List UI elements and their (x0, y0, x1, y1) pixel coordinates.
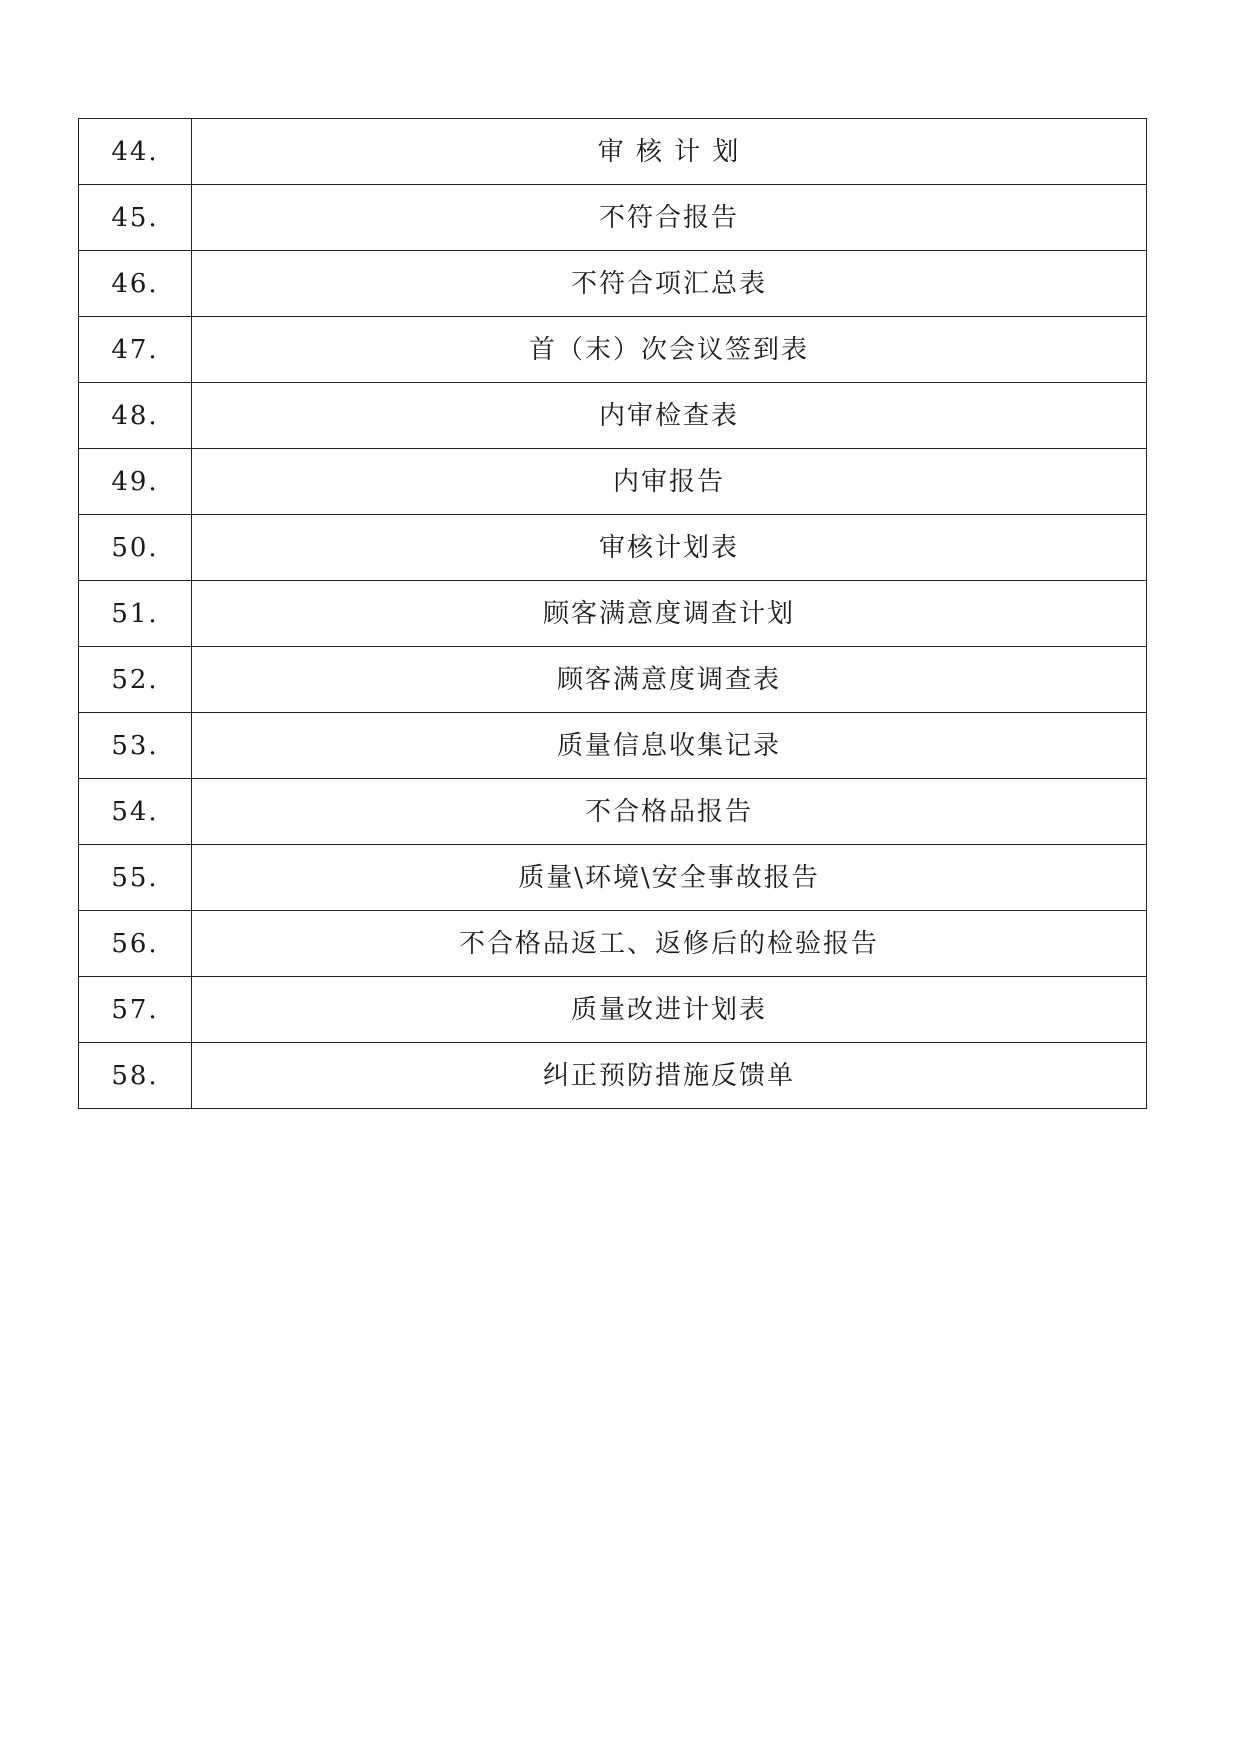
row-number: 52. (79, 647, 192, 713)
row-number: 45. (79, 185, 192, 251)
row-number: 57. (79, 977, 192, 1043)
row-number: 49. (79, 449, 192, 515)
row-number: 53. (79, 713, 192, 779)
records-table-body (79, 119, 1147, 1109)
row-number: 51. (79, 581, 192, 647)
table-row (79, 977, 1147, 1043)
row-number: 54. (79, 779, 192, 845)
row-number: 47. (79, 317, 192, 383)
record-title: 纠正预防措施反馈单 (192, 1043, 1147, 1109)
row-number: 48. (79, 383, 192, 449)
record-title: 审 核 计 划 (192, 119, 1147, 185)
row-number: 50. (79, 515, 192, 581)
record-title: 内审检查表 (192, 383, 1147, 449)
record-title: 内审报告 (192, 449, 1147, 515)
row-number: 56. (79, 911, 192, 977)
table-row (79, 317, 1147, 383)
records-table (78, 118, 1147, 1109)
row-number: 55. (79, 845, 192, 911)
record-title: 质量改进计划表 (192, 977, 1147, 1043)
row-number: 46. (79, 251, 192, 317)
record-title: 首（末）次会议签到表 (192, 317, 1147, 383)
table-row (79, 251, 1147, 317)
record-title: 顾客满意度调查计划 (192, 581, 1147, 647)
record-title: 顾客满意度调查表 (192, 647, 1147, 713)
table-row (79, 845, 1147, 911)
table-row (79, 581, 1147, 647)
table-row (79, 185, 1147, 251)
record-title: 不符合项汇总表 (192, 251, 1147, 317)
record-title: 质量信息收集记录 (192, 713, 1147, 779)
table-row (79, 779, 1147, 845)
table-row (79, 119, 1147, 185)
table-row (79, 1043, 1147, 1109)
record-title: 不合格品报告 (192, 779, 1147, 845)
record-title: 不合格品返工、返修后的检验报告 (192, 911, 1147, 977)
table-row (79, 647, 1147, 713)
table-row (79, 713, 1147, 779)
table-row (79, 449, 1147, 515)
record-title: 不符合报告 (192, 185, 1147, 251)
record-title: 审核计划表 (192, 515, 1147, 581)
row-number: 58. (79, 1043, 192, 1109)
table-row (79, 911, 1147, 977)
table-row (79, 383, 1147, 449)
table-row (79, 515, 1147, 581)
record-title: 质量\环境\安全事故报告 (192, 845, 1147, 911)
row-number: 44. (79, 119, 192, 185)
